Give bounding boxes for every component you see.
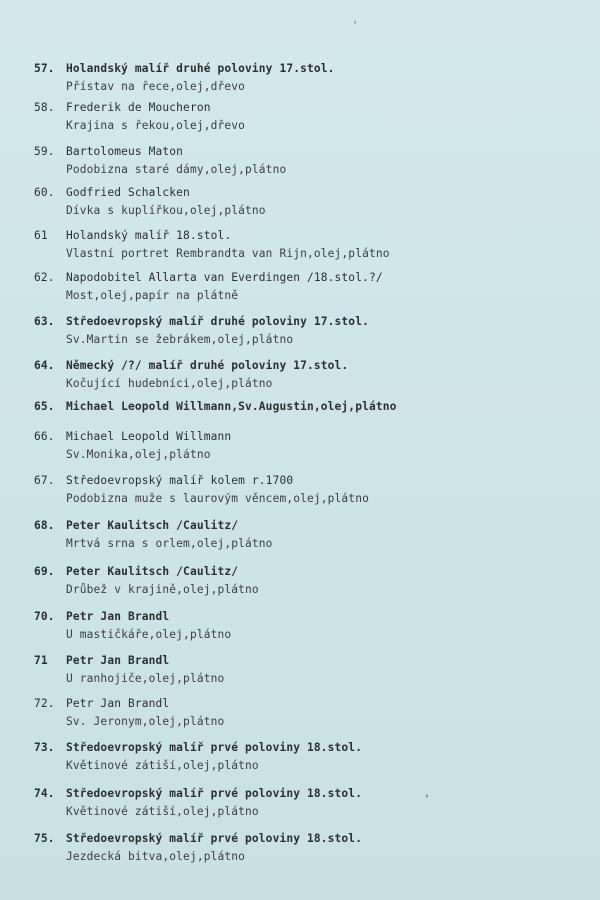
entry-work: Jezdecká bitva,olej,plátno [66,850,246,863]
entry-work: Sv. Jeronym,olej,plátno [66,715,225,728]
entry-work: Most,olej,papír na plátně [66,289,239,302]
entry-work: Drůbež v krajině,olej,plátno [66,583,259,596]
entry-number: 57. [34,62,55,75]
entry-number: 72. [34,697,55,710]
list-item [34,428,574,464]
entry-number: 61 [34,229,48,242]
list-item [34,60,574,96]
entry-artist: Bartolomeus Maton [66,145,184,158]
entry-number: 65. [34,400,55,413]
entry-artist: Německý /?/ malíř druhé poloviny 17.stol. [66,359,349,372]
list-item [34,517,574,553]
list-item [34,652,574,688]
entry-work: Krajina s řekou,olej,dřevo [66,119,246,132]
entry-work: Sv.Monika,olej,plátno [66,448,211,461]
list-item [34,830,574,866]
entry-number: 70. [34,610,55,623]
entry-work: Květinové zátiší,olej,plátno [66,759,259,772]
entry-artist: Středoevropský malíř kolem r.1700 [66,474,294,487]
stray-mark: ' [352,20,359,31]
list-item [34,563,574,599]
entry-artist: Středoevropský malíř prvé poloviny 18.stol. [66,741,363,754]
entry-artist: Peter Kaulitsch /Caulitz/ [66,519,239,532]
entry-work: Sv.Martin se žebrákem,olej,plátno [66,333,294,346]
entry-artist: Petr Jan Brandl [66,654,170,667]
entry-number: 63. [34,315,55,328]
entry-artist: Středoevropský malíř druhé poloviny 17.stol. [66,315,369,328]
entry-work: Kočující hudebníci,olej,plátno [66,377,273,390]
entry-work: Přístav na řece,olej,dřevo [66,80,246,93]
entry-artist: Petr Jan Brandl [66,697,170,710]
entry-number: 67. [34,474,55,487]
entry-number: 75. [34,832,55,845]
entry-artist: Středoevropský malíř prvé poloviny 18.stol. [66,832,363,845]
list-item [34,608,574,644]
entry-work: Podobizna staré dámy,olej,plátno [66,163,287,176]
entry-number: 74. [34,787,55,800]
entry-number: 69. [34,565,55,578]
list-item [34,184,574,220]
entry-number: 71 [34,654,48,667]
entry-work: U ranhojiče,olej,plátno [66,672,225,685]
entry-number: 73. [34,741,55,754]
list-item [34,143,574,179]
stray-mark: , [424,788,431,799]
entry-number: 64. [34,359,55,372]
list-item [34,227,574,263]
entry-work: U mastičkáře,olej,plátno [66,628,232,641]
entry-work: Podobizna muže s laurovým věncem,olej,plátno [66,492,369,505]
entry-artist: Michael Leopold Willmann,Sv.Augustin,olej,plátno [66,400,397,413]
list-item [34,398,574,416]
entry-work: Mrtvá srna s orlem,olej,plátno [66,537,273,550]
entry-artist: Napodobitel Allarta van Everdingen /18.stol.?/ [66,271,383,284]
entry-number: 62. [34,271,55,284]
entry-artist: Středoevropský malíř prvé poloviny 18.stol. [66,787,363,800]
entry-artist: Petr Jan Brandl [66,610,170,623]
entry-number: 58. [34,101,55,114]
entry-artist: Holandský malíř druhé poloviny 17.stol. [66,62,335,75]
list-item [34,357,574,393]
list-item [34,472,574,508]
entry-number: 59. [34,145,55,158]
entry-work: Květinové zátiší,olej,plátno [66,805,259,818]
list-item [34,785,574,821]
list-item [34,739,574,775]
entry-number: 60. [34,186,55,199]
entry-artist: Michael Leopold Willmann [66,430,232,443]
entry-artist: Peter Kaulitsch /Caulitz/ [66,565,239,578]
list-item [34,313,574,349]
entry-artist: Godfried Schalcken [66,186,190,199]
entry-artist: Holandský malíř 18.stol. [66,229,232,242]
list-item [34,99,574,135]
entry-number: 66. [34,430,55,443]
list-item [34,269,574,305]
entry-work: Vlastní portret Rembrandta van Rijn,olej,plátno [66,247,390,260]
list-item [34,695,574,731]
entry-artist: Frederik de Moucheron [66,101,211,114]
entry-number: 68. [34,519,55,532]
entry-work: Dívka s kuplířkou,olej,plátno [66,204,266,217]
